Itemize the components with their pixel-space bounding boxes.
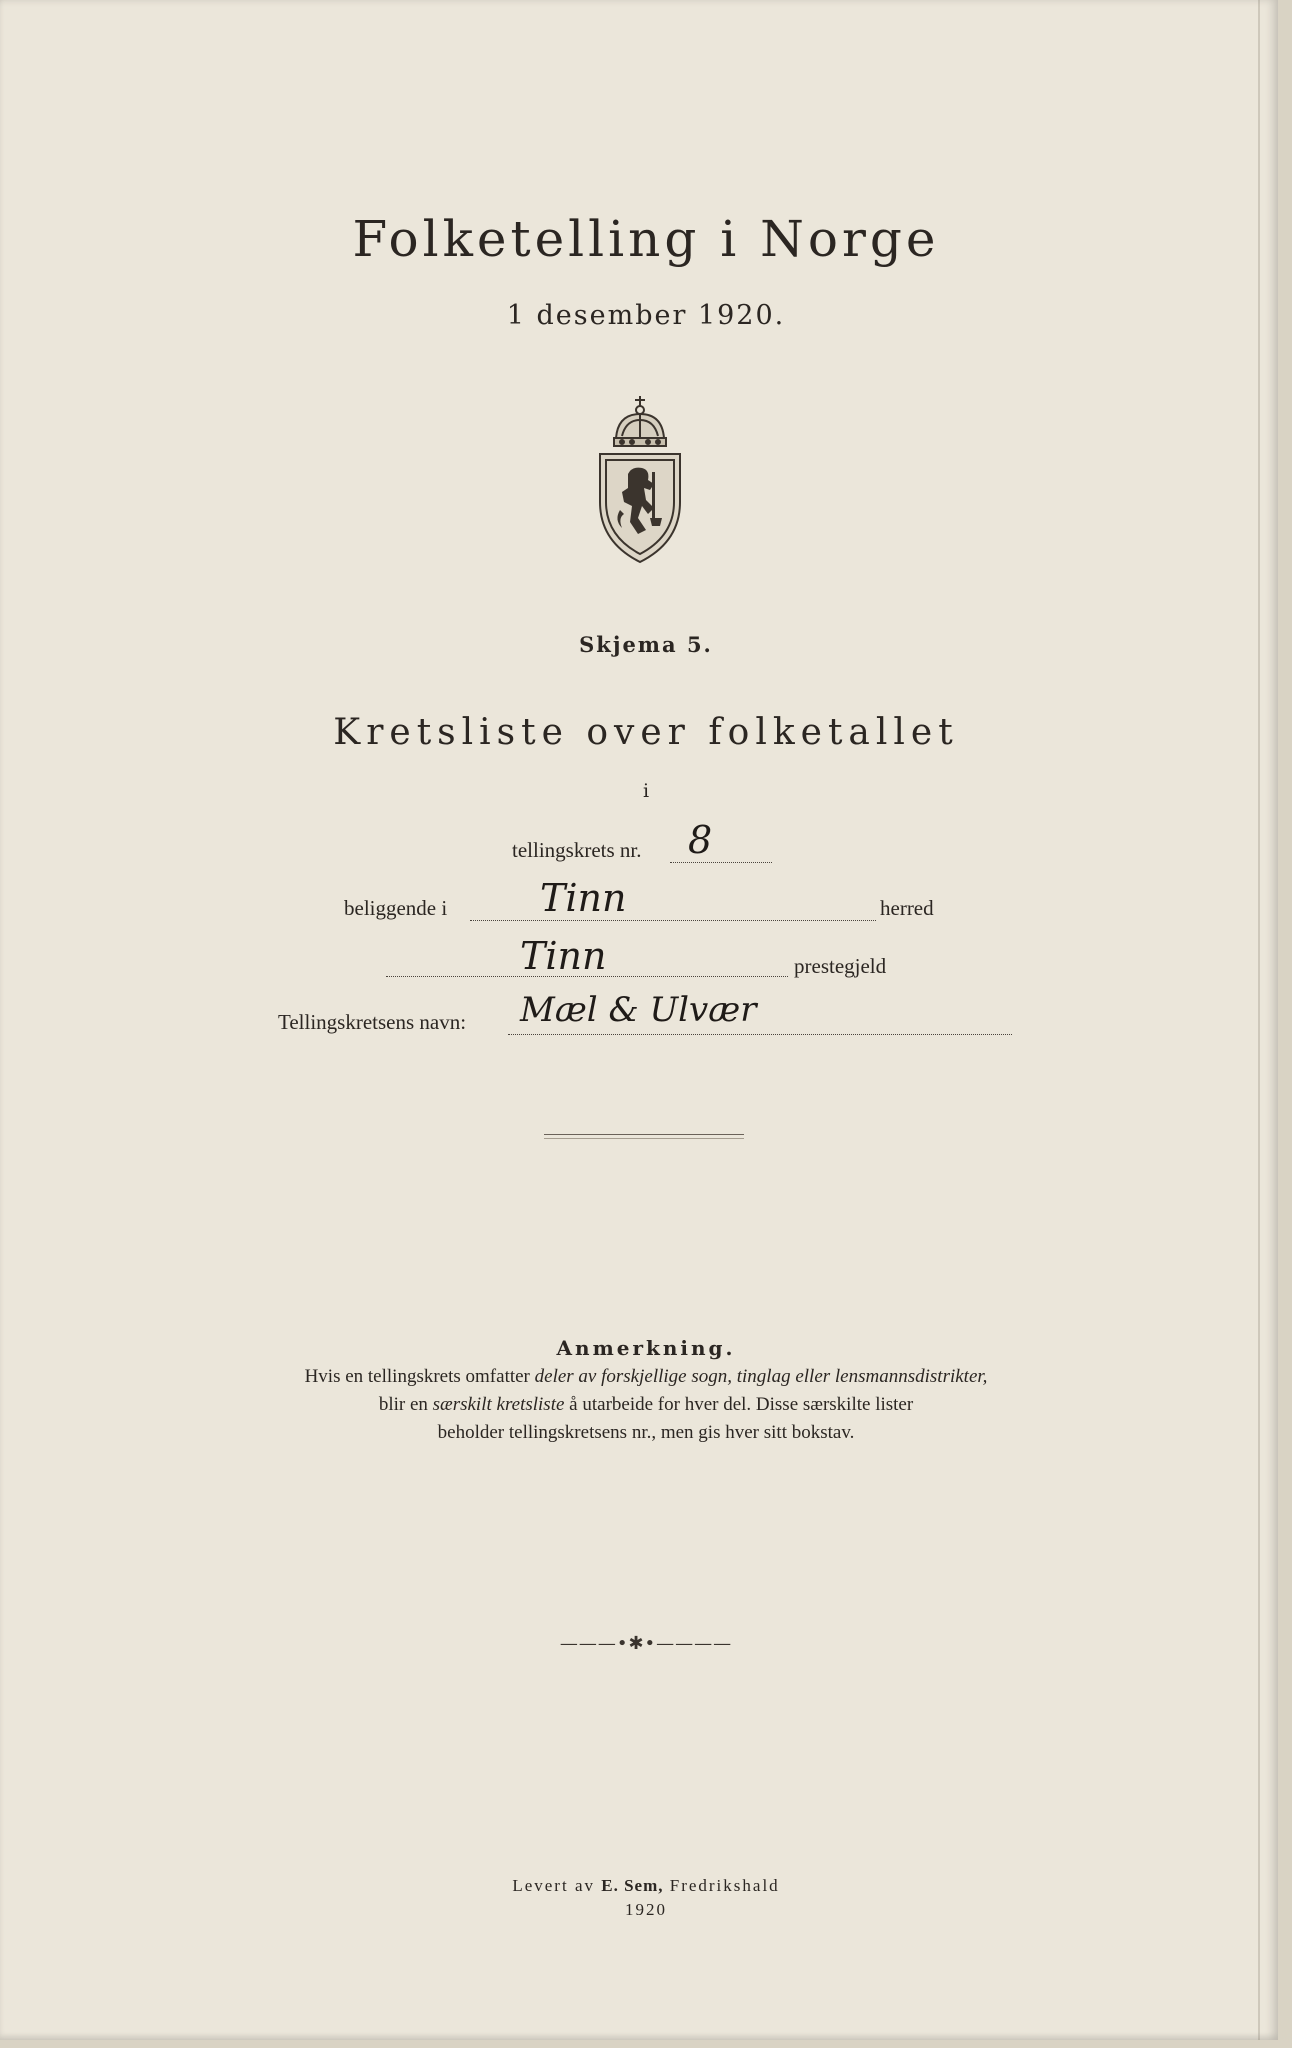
herred-line [470,920,876,921]
note-line-2: blir en særskilt kretsliste å utarbeide for hver del. Disse særskilte lister [378,1394,914,1415]
krets-name-line [508,1034,1012,1035]
herred-label: herred [880,896,934,920]
krets-number-value: 8 [688,818,713,862]
ornament-divider: ———•✱•———— [559,1633,733,1654]
separator-rule [544,1134,744,1135]
separator-rule-lower [544,1138,744,1139]
form-date: 1 desember 1920. [506,300,786,331]
form-heading: Kretsliste over folketallet [333,712,959,753]
form-title: Folketelling i Norge [352,210,940,268]
note-line-1: Hvis en tellingskrets omfatter deler av forskjellige sogn, tinglag eller lensmannsdistrikter, [304,1366,988,1387]
krets-number-line [670,862,772,863]
prestegjeld-label: prestegjeld [794,954,887,978]
krets-name-label: Tellingskretsens navn: [278,1010,467,1034]
note-line-3: beholder tellingskretsens nr., men gis hver sitt bokstav. [437,1422,855,1443]
printer-credit: Levert av E. Sem, Fredrikshald [512,1876,780,1895]
herred-value: Tinn [540,876,627,920]
printer-year: 1920 [625,1900,667,1919]
preposition-i: i [642,780,650,802]
beliggende-label: beliggende i [344,896,448,920]
schema-number: Skjema 5. [579,632,713,657]
norwegian-coat-of-arms-icon [592,392,688,568]
krets-number-label: tellingskrets nr. [512,838,642,862]
krets-name-value: Mæl & Ulvær [520,990,757,1030]
note-title: Anmerkning. [556,1336,736,1360]
prestegjeld-value: Tinn [520,934,607,978]
